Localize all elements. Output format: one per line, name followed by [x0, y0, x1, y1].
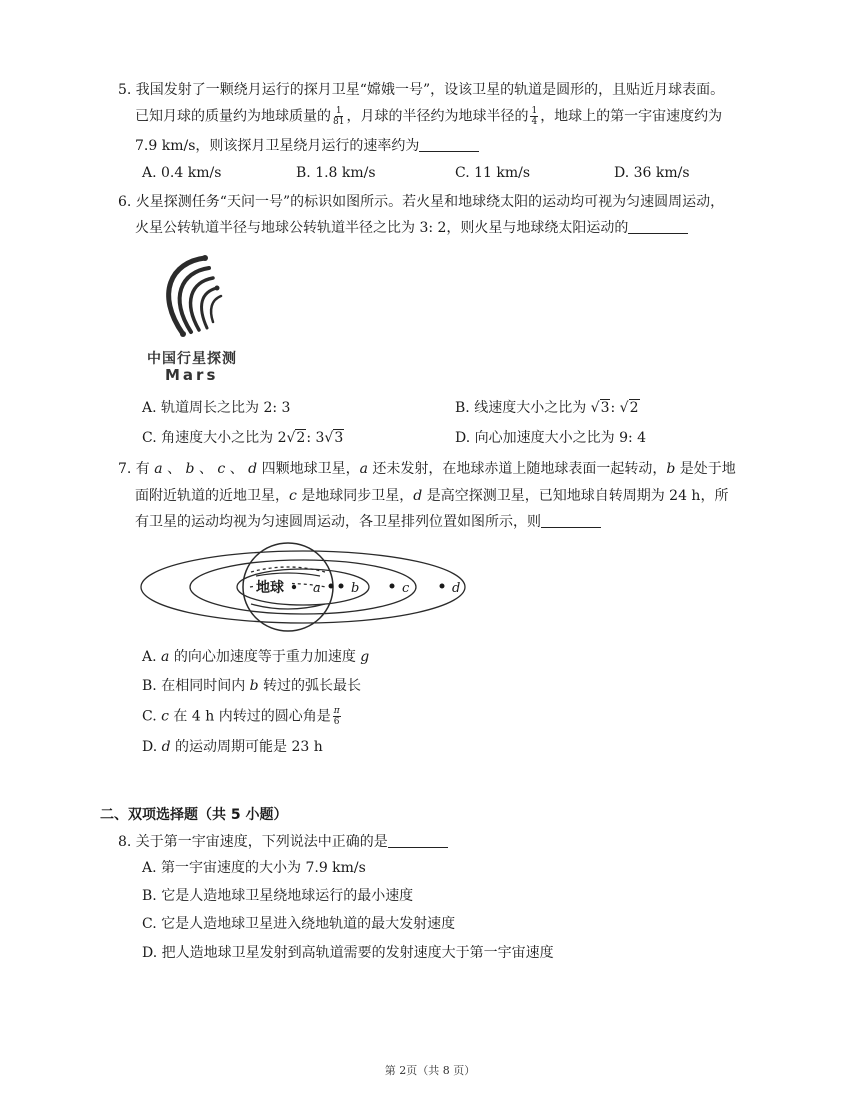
- q5-line2-text-b: ，月球的半径约为地球半径的: [346, 108, 529, 125]
- q7-line2: [135, 486, 728, 506]
- q6-option-c-radicand-2: 3: [334, 430, 344, 446]
- logo-english-text: Mars: [165, 366, 219, 384]
- answer-blank[interactable]: [541, 513, 601, 528]
- q7-separator-3: 、: [225, 461, 249, 477]
- q7-fraction-angle: [333, 706, 341, 727]
- q7-option-a[interactable]: [142, 647, 369, 667]
- var-a: a: [161, 649, 170, 665]
- var-c: c: [289, 488, 297, 504]
- q6-option-b-radicand-1: 3: [600, 400, 610, 416]
- q7-option-a-text: 的向心加速度等于重力加速度: [169, 649, 361, 665]
- sat-c-label: c: [402, 581, 410, 596]
- q5-fraction-radius: [530, 106, 538, 127]
- q6-option-b-radicand-2: 2: [629, 400, 639, 416]
- var-d: d: [248, 461, 258, 477]
- q7-line1: [118, 459, 736, 479]
- earth-latitude-upper: [256, 573, 320, 576]
- q5-option-d[interactable]: D. 36 km/s: [614, 165, 690, 181]
- q7-line1-text-c: 还未发射，在地球赤道上随地球表面一起转动，: [367, 461, 667, 477]
- q6-option-d[interactable]: D. 向心加速度大小之比为 9: 4: [455, 430, 647, 446]
- var-b: b: [249, 678, 259, 694]
- q7-fraction-angle-denominator: 6: [333, 717, 340, 727]
- q7-line1-text-b: 四颗地球卫星，: [257, 461, 360, 477]
- q7-option-c-letter: C.: [142, 708, 162, 725]
- sat-a-label: a: [313, 581, 321, 596]
- var-d: d: [413, 488, 423, 504]
- q5-fraction-mass-denominator: 81: [333, 117, 345, 127]
- q7-line1-text-d: 是处于地: [675, 461, 736, 477]
- q7-option-b-text-a: B. 在相同时间内: [142, 678, 250, 694]
- q6-line1: 6. 火星探测任务“天问一号”的标识如图所示。若火星和地球绕太阳的运动均可视为匀速圆周运动，: [118, 194, 725, 210]
- sat-c-dot: [390, 584, 395, 589]
- page-footer: 第 2页（共 8 页）: [384, 1064, 476, 1077]
- sat-b-label: b: [351, 581, 360, 596]
- satellite-orbit-diagram: [138, 540, 468, 640]
- q5-option-a[interactable]: A. 0.4 km/s: [142, 165, 222, 181]
- q7-option-d-text: 的运动周期可能是 23 h: [170, 739, 323, 755]
- var-a: a: [359, 461, 368, 477]
- var-a: a: [154, 461, 163, 477]
- q7-line3: [135, 512, 601, 532]
- q6-option-c-radicand-1: 2: [296, 430, 306, 446]
- q7-option-d-letter: D.: [142, 739, 162, 755]
- q7-option-d[interactable]: [142, 737, 323, 757]
- q7-separator-1: 、: [162, 461, 186, 477]
- q6-option-c-text-c: : 3√: [306, 430, 334, 446]
- earth-label: 地球: [256, 580, 284, 596]
- q6-option-c-text-a: C. 角速度大小之比为 2√: [142, 430, 296, 446]
- q7-option-b[interactable]: [142, 676, 361, 696]
- q6-line2-text: 火星公转轨道半径与地球公转轨道半径之比为 3: 2，则火星与地球绕太阳运动的: [135, 220, 629, 236]
- q6-option-c[interactable]: [142, 428, 344, 448]
- q5-line1: 5. 我国发射了一颗绕月运行的探月卫星“嫦娥一号”，设该卫星的轨道是圆形的，且贴近月球表面。: [118, 82, 725, 98]
- q7-option-c-text: 在 4 h 内转过的圆心角是: [168, 708, 331, 725]
- q5-line2-text-a: 已知月球的质量约为地球质量的: [135, 108, 331, 125]
- q7-option-a-letter: A.: [142, 649, 162, 665]
- q8-option-a[interactable]: A. 第一宇宙速度的大小为 7.9 km/s: [142, 860, 366, 876]
- var-c: c: [161, 708, 169, 725]
- logo-arcs-icon: [143, 246, 243, 346]
- q8-line1-text: 8. 关于第一宇宙速度，下列说法中正确的是: [118, 834, 388, 850]
- q5-fraction-mass: [333, 106, 344, 127]
- sat-d-dot: [440, 584, 445, 589]
- q5-fraction-mass-numerator: 1: [335, 106, 342, 116]
- var-d: d: [161, 739, 171, 755]
- q7-line2-text-b: 是地球同步卫星，: [296, 488, 414, 504]
- section-heading-double-choice: 二、双项选择题（共 5 小题）: [100, 807, 288, 823]
- q8-line1: [118, 832, 448, 852]
- sat-b-dot: [339, 584, 344, 589]
- sat-a-dot: [329, 584, 334, 589]
- q5-line3: [135, 136, 479, 156]
- answer-blank[interactable]: [628, 219, 688, 234]
- q7-line1-text-a: 7. 有: [118, 461, 155, 477]
- q7-line2-text-c: 是高空探测卫星，已知地球自转周期为 24 h，所: [422, 488, 729, 504]
- q5-option-c[interactable]: C. 11 km/s: [455, 165, 531, 181]
- q6-option-b-text-c: : √: [610, 400, 629, 416]
- answer-blank[interactable]: [419, 137, 479, 152]
- q7-option-b-text-b: 转过的弧长最长: [258, 678, 362, 694]
- var-g: g: [360, 649, 370, 665]
- var-c: c: [217, 461, 226, 477]
- q5-fraction-radius-denominator: 4: [531, 117, 538, 127]
- q7-fraction-angle-numerator: π: [333, 706, 340, 716]
- q6-option-b-text-a: B. 线速度大小之比为 √: [455, 400, 600, 416]
- q5-line2: [135, 106, 722, 127]
- var-b: b: [666, 461, 676, 477]
- answer-blank[interactable]: [388, 833, 448, 848]
- q6-option-b[interactable]: [455, 398, 640, 418]
- q7-line2-text-a: 面附近轨道的近地卫星，: [135, 488, 289, 504]
- q6-option-a[interactable]: A. 轨道周长之比为 2: 3: [142, 400, 291, 416]
- q7-separator-2: 、: [194, 461, 218, 477]
- q7-line3-text: 有卫星的运动均视为匀速圆周运动，各卫星排列位置如图所示，则: [135, 514, 541, 530]
- mars-mission-logo: [143, 246, 243, 386]
- q5-fraction-radius-numerator: 1: [531, 106, 538, 116]
- q8-option-d[interactable]: D. 把人造地球卫星发射到高轨道需要的发射速度大于第一宇宙速度: [142, 945, 554, 961]
- q8-option-b[interactable]: B. 它是人造地球卫星绕地球运行的最小速度: [142, 888, 414, 904]
- q5-line2-text-c: ，地球上的第一宇宙速度约为: [540, 108, 723, 125]
- orbit-c: [190, 560, 416, 614]
- logo-chinese-text: 中国行星探测: [147, 351, 237, 367]
- q7-option-c[interactable]: [142, 706, 343, 727]
- sat-d-label: d: [452, 581, 461, 596]
- q6-line2: [135, 218, 688, 238]
- q5-line3-text: 7.9 km/s，则该探月卫星绕月运行的速率约为: [135, 138, 420, 154]
- var-b: b: [185, 461, 195, 477]
- q8-option-c[interactable]: C. 它是人造地球卫星进入绕地轨道的最大发射速度: [142, 916, 456, 932]
- earth-center-dot: [292, 585, 296, 589]
- q5-option-b[interactable]: B. 1.8 km/s: [296, 165, 376, 181]
